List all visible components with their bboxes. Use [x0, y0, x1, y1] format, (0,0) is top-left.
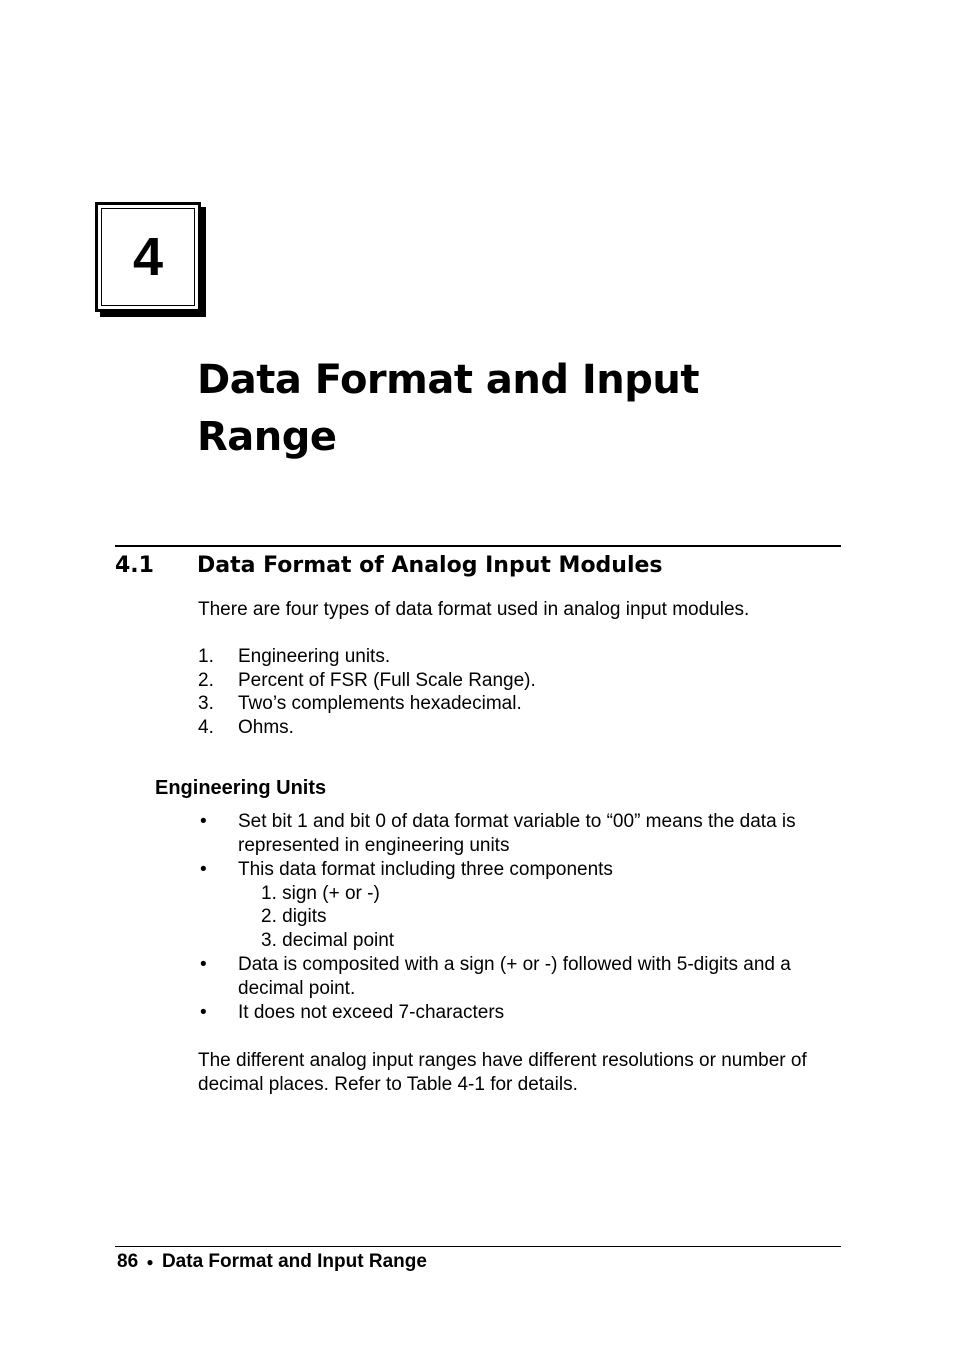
engineering-units-bullets — [198, 810, 843, 1026]
section-divider — [115, 545, 841, 547]
bullet-icon: • — [200, 859, 207, 880]
list-text: Percent of FSR (Full Scale Range). — [238, 669, 536, 691]
bullet-text: Set bit 1 and bit 0 of data format variable to “00” means the data is represented in engineering units — [238, 811, 796, 856]
chapter-title-line-1: Data Format and Input — [197, 357, 699, 403]
engineering-units-heading: Engineering Units — [155, 777, 327, 799]
bullet-item — [198, 810, 843, 857]
list-text: Engineering units. — [238, 646, 391, 667]
list-text: Ohms. — [238, 716, 294, 738]
bullet-icon: • — [200, 1002, 207, 1023]
list-number: 3. — [198, 693, 214, 714]
chapter-title-line-2: Range — [197, 414, 337, 460]
footer-title: Data Format and Input Range — [161, 1251, 427, 1272]
chapter-number: 4 — [101, 208, 195, 306]
closing-paragraph: The different analog input ranges have different resolutions or number of decimal places. Refer to Table 4-1 for details. — [198, 1050, 807, 1095]
footer-divider — [115, 1246, 841, 1247]
bullet-text: It does not exceed 7-characters — [238, 1002, 505, 1023]
section-heading — [115, 553, 663, 578]
bullet-text: Data is composited with a sign (+ or -) followed with 5-digits and a decimal point. — [238, 954, 791, 999]
chapter-number-box — [95, 202, 201, 312]
format-list — [198, 645, 536, 739]
page-number: 86 — [117, 1251, 139, 1272]
section-title: Data Format of Analog Input Modules — [197, 553, 663, 578]
page-footer — [117, 1251, 427, 1273]
bullet-item — [198, 953, 843, 1000]
list-text: Two’s complements hexadecimal. — [238, 693, 522, 714]
components-list — [238, 882, 843, 953]
bullet-icon: • — [200, 811, 207, 832]
section-number: 4.1 — [115, 553, 154, 578]
bullet-icon: • — [200, 954, 207, 975]
list-item — [198, 716, 536, 740]
bullet-item — [198, 858, 843, 952]
list-number: 1. — [198, 646, 214, 667]
list-item — [198, 645, 536, 669]
component-item: 2. digits — [261, 906, 327, 927]
component-item: 1. sign (+ or -) — [261, 882, 380, 904]
chapter-title — [197, 352, 837, 466]
list-item — [198, 692, 536, 716]
list-item — [198, 669, 536, 693]
list-number: 2. — [198, 669, 214, 691]
list-number: 4. — [198, 716, 214, 738]
bullet-text: This data format including three components — [238, 859, 613, 880]
bullet-separator-icon: ● — [146, 1254, 154, 1269]
section-intro: There are four types of data format used in analog input modules. — [198, 599, 750, 620]
bullet-item — [198, 1001, 843, 1025]
component-item: 3. decimal point — [261, 929, 395, 951]
